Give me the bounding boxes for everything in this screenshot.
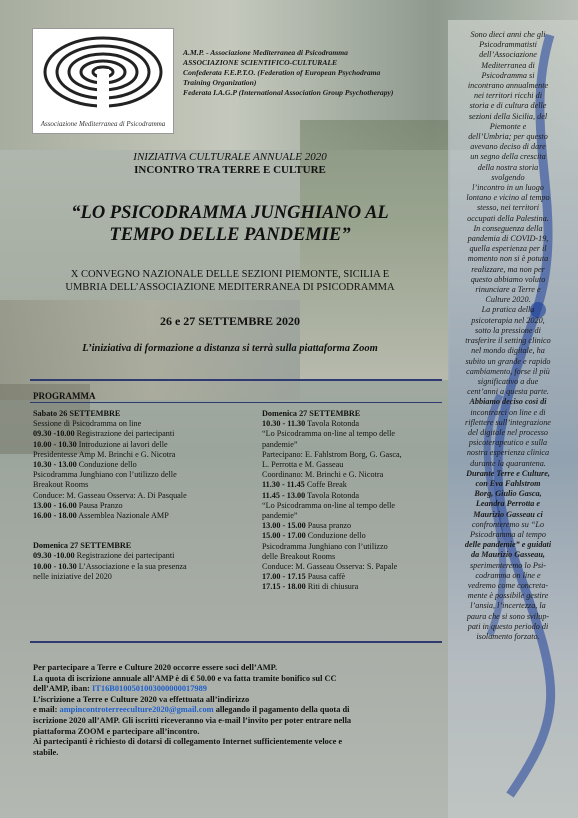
sidebar-line: codramma on line e xyxy=(475,570,541,580)
sidebar-line: nei territori ricchi di xyxy=(474,91,542,101)
sidebar-line: La pratica della xyxy=(481,305,535,315)
sidebar-line: nostra esperienza clinica xyxy=(466,448,550,458)
schedule-line: 13.00 - 16.00 Pausa Pranzo xyxy=(33,500,123,510)
sidebar-line: da Maurizio Gasseau, xyxy=(471,550,545,560)
footer-line: L’iscrizione a Terre e Culture 2020 va effettuata all’indirizzo xyxy=(33,694,250,704)
sidebar-line: significativo a due xyxy=(477,376,539,386)
sidebar-line: rinunciare a Terre e xyxy=(475,285,541,295)
sidebar-line: riflettere sull’integrazione xyxy=(465,417,551,427)
program-right-column xyxy=(262,409,402,593)
sidebar-line: storia e di cultura delle xyxy=(469,101,547,111)
day-heading: Sabato 26 SETTEMBRE xyxy=(33,409,121,418)
sidebar-line: questo abbiamo voluto xyxy=(470,274,546,284)
sidebar-line: incontrarci on line e di xyxy=(470,407,546,417)
sidebar-line: realizzare, ma non per xyxy=(471,264,545,274)
sidebar-line: quella esperienza per il xyxy=(469,244,547,254)
title-line: TEMPO DELLE PANDEMIE” xyxy=(109,225,351,245)
schedule-line: 17.15 - 18.00 Riti di chiusura xyxy=(262,582,359,592)
event-dates: 26 e 27 SETTEMBRE 2020 xyxy=(159,314,300,328)
sidebar-line: con Eva Fahlstrom xyxy=(475,478,541,488)
sidebar-line: pati in questo periodo di xyxy=(467,621,549,631)
sidebar-line: Mediterranea di xyxy=(481,60,535,70)
sidebar-line: durante la quarantena. xyxy=(470,458,546,468)
sidebar-line: subito un grande e rapido xyxy=(465,356,551,366)
sidebar-line: Maurizio Gasseau ci xyxy=(473,509,543,519)
footer-text: allegando il pagamento della quota di xyxy=(213,705,350,715)
convegno-line: X CONVEGNO NAZIONALE DELLE SEZIONI PIEMONTE, SICILIA E xyxy=(70,269,390,280)
schedule-line: 11.45 - 13.00 Tavola Rotonda xyxy=(262,490,360,500)
zoom-note: L’iniziativa di formazione a distanza si terrà sulla piattaforma Zoom xyxy=(82,343,378,354)
sidebar-line: avevano deciso di dare xyxy=(470,142,546,152)
assoc-line: A.M.P. - Associazione Mediterranea di Psicodramma xyxy=(183,48,348,57)
association-logo xyxy=(32,28,174,134)
footer-line: iscrizione 2020 all’AMP. Gli iscritti riceveranno via e-mail l’invito per poter entrare nella xyxy=(33,715,352,725)
assoc-line: Training Organization) xyxy=(183,78,257,87)
schedule-line: Partecipano: E. Fahlstrom Borg, G. Gasca, xyxy=(262,449,402,459)
sidebar-line: Piemonte e xyxy=(489,121,527,131)
program-left-column xyxy=(33,409,187,582)
footer-line: piattaforma ZOOM e partecipare all’incontro. xyxy=(33,726,200,736)
sidebar-line: Psicodrammatisti xyxy=(479,40,537,50)
saturday-schedule xyxy=(33,419,187,521)
logo-caption: Associazione Mediterranea di Psicodramma xyxy=(40,120,166,128)
footer-line: Ai partecipanti è richiesto di dotarsi di collegamento Internet sufficientemente veloce e xyxy=(33,737,343,747)
sidebar-line: Psicodramma al tempo xyxy=(470,529,546,539)
program-heading: PROGRAMMA xyxy=(33,391,96,401)
event-title xyxy=(30,202,430,246)
association-info xyxy=(183,48,448,98)
sunday-schedule xyxy=(33,551,187,582)
sidebar-line: paura che si sono svilup- xyxy=(466,611,550,621)
sidebar-line: l’incontro in un luogo xyxy=(472,183,544,193)
sidebar-line: isolamento forzato. xyxy=(476,631,540,641)
schedule-line: 10.00 - 10.30 Introduzione ai lavori delle xyxy=(33,439,168,449)
divider xyxy=(30,379,442,381)
schedule-line: 17.00 - 17.15 Pausa caffè xyxy=(262,572,346,582)
schedule-line: Sessione di Psicodramma on line xyxy=(33,419,142,429)
footer-line xyxy=(33,705,443,716)
schedule-line: pandemie” xyxy=(262,511,298,521)
assoc-line: Confederata F.E.P.T.O. (Federation of European Psychodrama xyxy=(183,68,381,77)
schedule-line: Psicodramma Junghiano con l’utilizzo xyxy=(262,541,388,551)
assoc-line: ASSOCIAZIONE SCIENTIFICO-CULTURALE xyxy=(183,58,338,67)
sidebar-line: Durante Terre e Culture, xyxy=(466,468,550,478)
schedule-line: Breakout Rooms xyxy=(33,480,89,490)
schedule-line: 11.30 - 11.45 Coffe Break xyxy=(262,480,347,490)
footer-line: La quota di iscrizione annuale all’AMP è di € 50.00 e va fatta tramite bonifico sul CC xyxy=(33,673,337,683)
sidebar-line: svolgendo xyxy=(491,172,525,182)
footer-line: Per partecipare a Terre e Culture 2020 occorre essere soci dell’AMP. xyxy=(33,663,278,672)
sidebar-line: cambiamento, forse il più xyxy=(466,366,550,376)
schedule-line: pandemie” xyxy=(262,439,298,449)
schedule-line: 09.30 -10.00 Registrazione dei partecipanti xyxy=(33,429,175,439)
schedule-line: 15.00 - 17.00 Conduzione dello xyxy=(262,531,366,541)
sidebar-line: dell’Associazione xyxy=(479,50,537,60)
sidebar-line: incontrano annualmente xyxy=(467,81,549,91)
sidebar-line: l’ansia, l’incertezza, la xyxy=(470,601,546,611)
schedule-line: 10.30 - 11.30 Tavola Rotonda xyxy=(262,419,360,429)
sidebar-line: sotto la pressione di xyxy=(475,325,541,335)
sidebar-line: confronteremo su “Lo xyxy=(471,519,545,529)
sidebar-line: della nostra storia xyxy=(477,162,539,172)
schedule-line: 16.00 - 18.00 Assemblea Nazionale AMP xyxy=(33,511,169,521)
sidebar-line: sperimenteremo lo Psi- xyxy=(469,560,547,570)
sidebar-line: Psicodramma si xyxy=(481,70,535,80)
sidebar-line: trasferire il setting clinico xyxy=(465,336,551,346)
sidebar-line: stesso, nei territori xyxy=(476,203,540,213)
schedule-line: 10.00 - 10.30 L’Associazione e la sua presenza xyxy=(33,561,187,571)
email-link[interactable]: ampincontroterreeculture2020@gmail.com xyxy=(59,705,214,715)
sidebar-line: un segno della crescita xyxy=(470,152,546,162)
schedule-line: 13.00 - 15.00 Pausa pranzo xyxy=(262,521,352,531)
sidebar-line: Borg, Giulio Gasca, xyxy=(474,489,542,499)
sidebar-line: Culture 2020. xyxy=(485,295,531,305)
schedule-line: delle Breakout Rooms xyxy=(262,551,336,561)
sidebar-line: nel mondo digitale, ha xyxy=(471,346,545,356)
sidebar-line: psicoterapia nel 2020, xyxy=(471,315,545,325)
schedule-line: 09.30 -10.00 Registrazione dei partecipanti xyxy=(33,551,175,561)
schedule-line: Conduce: M. Gasseau Osserva: A. Di Pasquale xyxy=(33,490,187,500)
schedule-line: Conduce: M. Gasseau Osserva: S. Papale xyxy=(262,562,398,572)
sidebar-line: occupati della Palestina. xyxy=(467,213,549,223)
sidebar-line: mente è possibile gestire xyxy=(467,591,549,601)
sidebar-line: psicoterapeutico e sulla xyxy=(468,438,548,448)
assoc-line: Federata I.A.G.P (International Association Group Psychotherapy) xyxy=(183,88,394,97)
sidebar-line: momento non si è potuta xyxy=(467,254,549,264)
sidebar-line: In conseguenza della xyxy=(473,223,543,233)
schedule-line: 10.30 - 13.00 Conduzione dello xyxy=(33,460,137,470)
footer-line xyxy=(33,684,443,695)
initiative-line-1: INIZIATIVA CULTURALE ANNUALE 2020 xyxy=(133,151,327,163)
registration-info xyxy=(33,663,443,758)
convegno-line: UMBRIA DELL’ASSOCIAZIONE MEDITERRANEA DI PSICODRAMMA xyxy=(65,282,395,293)
day-heading: Domenica 27 SETTEMBRE xyxy=(262,409,361,418)
schedule-line: Presidentesse Amp M. Brinchi e G. Nicotra xyxy=(33,449,176,459)
schedule-line: Coordinano: M. Brinchi e G. Nicotra xyxy=(262,470,384,480)
sidebar-line: pandemia di COVID-19, xyxy=(467,234,549,244)
schedule-line: Psicodramma Junghiano con l’utilizzo delle xyxy=(33,470,177,480)
schedule-line: “Lo Psicodramma on-line al tempo delle xyxy=(262,500,396,510)
sidebar-line: cent’anni a questa parte. xyxy=(467,387,549,397)
divider xyxy=(30,641,442,643)
sidebar-line: lontano e vicino al tempo xyxy=(466,193,550,203)
title-line: “LO PSICODRAMMA JUNGHIANO AL xyxy=(71,203,389,223)
divider xyxy=(30,402,442,403)
sidebar-line: Abbiamo deciso così di xyxy=(469,397,547,407)
sidebar-line: vedremo come concreta- xyxy=(467,580,549,590)
convegno-subtitle xyxy=(30,268,430,294)
sidebar-line: del digitale nel processo xyxy=(468,427,548,437)
iban-code: IT16B0100501003000000017989 xyxy=(92,684,207,694)
sidebar-line: dell’Umbria; per questo xyxy=(468,132,548,142)
initiative-line-2: INCONTRO TRA TERRE E CULTURE xyxy=(134,164,326,176)
sunday-right-schedule xyxy=(262,419,402,592)
schedule-line: nelle iniziative del 2020 xyxy=(33,571,112,581)
schedule-line: L. Perrotta e M. Gasseau xyxy=(262,460,344,470)
footer-line: stabile. xyxy=(33,747,59,757)
sidebar-line: sezioni della Sicilia, del xyxy=(468,111,548,121)
sidebar-line: Leandra Perrotta e xyxy=(475,499,541,509)
schedule-line: “Lo Psicodramma on-line al tempo delle xyxy=(262,429,396,439)
sidebar-text xyxy=(448,30,568,642)
labyrinth-icon xyxy=(39,33,167,111)
day-heading: Domenica 27 SETTEMBRE xyxy=(33,541,132,551)
footer-text: e mail: xyxy=(33,705,60,715)
sidebar-line: Sono dieci anni che gli xyxy=(470,30,546,39)
footer-text: dell’AMP, iban: xyxy=(33,684,93,694)
sidebar-line: delle pandemie” e guidati xyxy=(464,540,552,550)
